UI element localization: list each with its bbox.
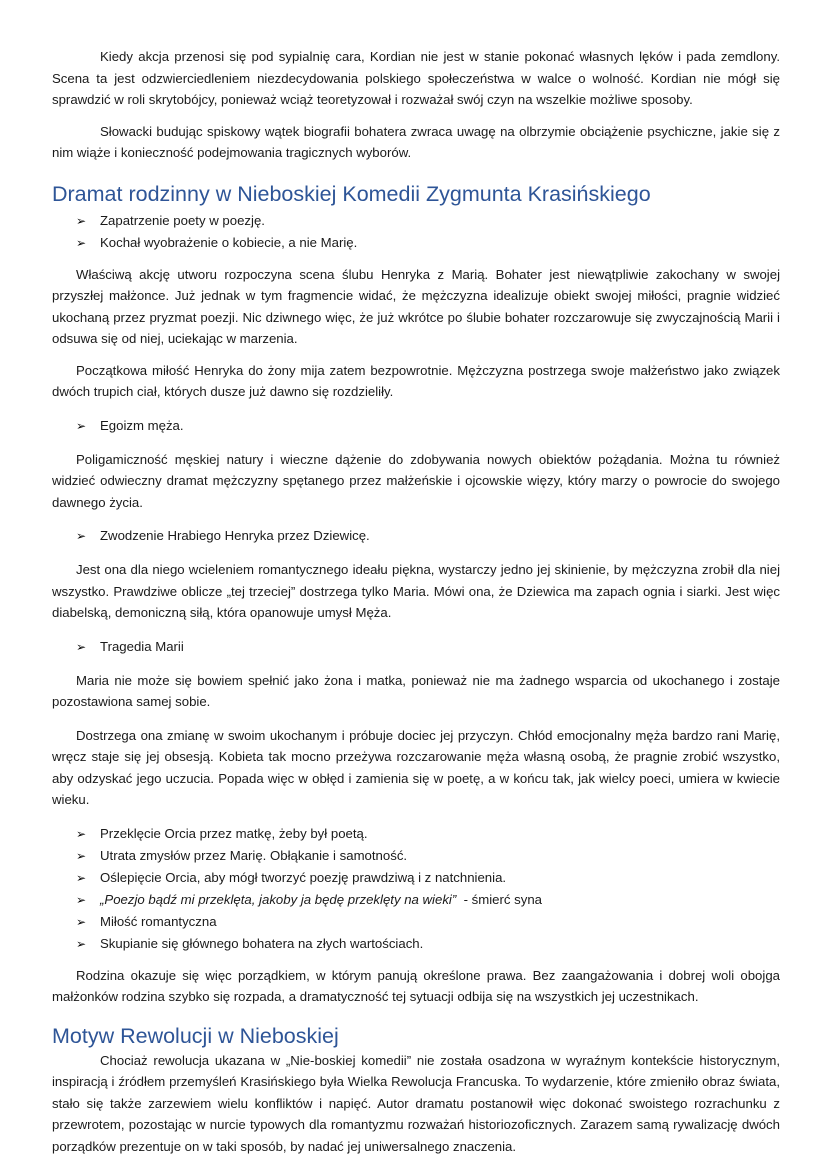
arrow-bullet-icon: ➢ xyxy=(76,639,87,654)
paragraph-7: Maria nie może się bowiem spełnić jako żona i matka, ponieważ nie ma żadnego wsparcia od ukochanego i zostaje pozostawiona samej sobie. xyxy=(52,672,780,709)
paragraph-1: Kiedy akcja przenosi się pod sypialnię cara, Kordian nie jest w stanie pokonać własnych lęków i pada zemdlony. Scena ta jest odzwierciedleniem niezdecydowania polskiego społeczeństwa w walce o wolność. Kordian nie mógł się sprawdzić w roli skrytobójcy, ponieważ wciąż teoretyzował i rozważał swój czyn na wszelkie możliwe sposoby. xyxy=(52,49,780,107)
list-item: ➢ Zwodzenie Hrabiego Henryka przez Dziewicę. xyxy=(76,525,780,547)
arrow-bullet-icon: ➢ xyxy=(76,826,87,841)
bullet-list-1 xyxy=(52,210,780,254)
paragraph-2: Słowacki budując spiskowy wątek biografii bohatera zwraca uwagę na olbrzymie obciążenie psychiczne, jakie się z nim wiąże i konieczność podejmowania tragicznych wyborów. xyxy=(52,123,780,160)
arrow-bullet-icon: ➢ xyxy=(76,529,87,543)
list-item: ➢ „Poezjo bądź mi przeklęta, jakoby ja będę przeklęty na wieki” - śmierć syna xyxy=(76,889,780,911)
bullet-list-5 xyxy=(52,823,780,955)
quote-text: „Poezjo bądź mi przeklęta, jakoby ja będę przeklęty na wieki” xyxy=(100,891,457,907)
arrow-bullet-icon: ➢ xyxy=(76,235,87,250)
paragraph-3: Właściwą akcję utworu rozpoczyna scena ślubu Henryka z Marią. Bohater jest niewątpliwie zakochany w swojej przyszłej małżonce. Już jednak w tym fragmencie widać, że mężczyzna idealizuje obiekt swojej miłości, pragnie widzieć ukochaną przez pryzmat poezji. Nic dziwnego więc, że już wkrótce po ślubie bohater rozczarowuje się zwyczajnością Marii i odsuwa się od niej, uciekając w marzenia. xyxy=(52,266,780,346)
list-item: ➢ Tragedia Marii xyxy=(76,636,780,658)
arrow-bullet-icon: ➢ xyxy=(76,848,87,863)
document-page xyxy=(52,46,780,1157)
arrow-bullet-icon: ➢ xyxy=(76,870,87,885)
paragraph-9: Rodzina okazuje się więc porządkiem, w którym panują określone prawa. Bez zaangażowania i dobrej woli obojga małżonków rodzina szybko się rozpada, a dramatyczność tej sytuacji odbija się na wszystkich jej uczestnikach. xyxy=(52,967,780,1004)
paragraph-8: Dostrzega ona zmianę w swoim ukochanym i próbuje dociec jej przyczyn. Chłód emocjonalny męża bardzo rani Marię, wręcz staje się jej obsesją. Kobieta tak mocno przeżywa rozczarowanie męża własną osobą, że pragnie zrobić wszystko, aby odzyskać jego uczucia. Popada więc w obłęd i zamienia się w poetę, a w końcu tak, jak wielcy poeci, umiera w kwiecie wieku. xyxy=(52,727,780,807)
list-item: ➢ Oślepięcie Orcia, aby mógł tworzyć poezję prawdziwą i z natchnienia. xyxy=(76,867,780,889)
paragraph-10: Chociaż rewolucja ukazana w „Nie-boskiej komedii” nie została osadzona w wyraźnym kontekście historycznym, inspiracją i źródłem przemyśleń Krasińskiego była Wielka Rewolucja Francuska. To wydarzenie, które zmieniło obraz świata, stało się także zarzewiem wielu konfliktów i napięć. Autor dramatu postanowił więc dokonać swoistego rozrachunku z przewrotem, pozostając w nurcie typowych dla romantyzmu rozważań historiozoficznych. Zarazem samą rywalizację dwóch porządków prezentuje on w taki sposób, by nadać jej uniwersalnego znaczenia. xyxy=(52,1052,780,1154)
paragraph-4: Początkowa miłość Henryka do żony mija zatem bezpowrotnie. Mężczyzna postrzega swoje małżeństwo jako związek dwóch trupich ciał, których dusze już dawno się rozdzieliły. xyxy=(52,362,780,399)
bullet-list-4 xyxy=(52,636,780,658)
list-item: ➢ Utrata zmysłów przez Marię. Obłąkanie i samotność. xyxy=(76,845,780,867)
arrow-bullet-icon: ➢ xyxy=(76,936,87,951)
list-item: ➢ Egoizm męża. xyxy=(76,415,780,437)
paragraph-5: Poligamiczność męskiej natury i wieczne dążenie do zdobywania nowych obiektów pożądania. Można tu również widzieć odwieczny dramat mężczyzny spętanego przez małżeńskie i ojcowskie więzy, który marzy o powrocie do swojego dawnego życia. xyxy=(52,451,780,510)
list-item: ➢ Skupianie się głównego bohatera na złych wartościach. xyxy=(76,933,780,955)
bullet-list-2 xyxy=(52,415,780,437)
list-item: ➢ Zapatrzenie poety w poezję. xyxy=(76,210,780,232)
list-item: ➢ Przeklęcie Orcia przez matkę, żeby był poetą. xyxy=(76,823,780,845)
arrow-bullet-icon: ➢ xyxy=(76,892,87,907)
paragraph-6: Jest ona dla niego wcieleniem romantycznego ideału piękna, wystarczy jedno jej skinienie, by mężczyzna zrobił dla niej wszystko. Prawdziwe oblicze „tej trzeciej” dostrzega tylko Maria. Mówi ona, że Dziewica ma zapach ognia i siarki. Jest więc diabelską, demoniczną siłą, która opanowuje umysł Męża. xyxy=(52,562,780,620)
list-item: ➢ Miłość romantyczna xyxy=(76,911,780,933)
arrow-bullet-icon: ➢ xyxy=(76,418,87,433)
list-item: ➢ Kochał wyobrażenie o kobiecie, a nie Marię. xyxy=(76,232,780,254)
arrow-bullet-icon: ➢ xyxy=(76,213,87,228)
heading-motyw-rewolucji: Motyw Rewolucji w Nieboskiej xyxy=(52,1023,339,1048)
arrow-bullet-icon: ➢ xyxy=(76,914,87,929)
bullet-list-3 xyxy=(52,525,780,547)
heading-dramat-rodzinny: Dramat rodzinny w Nieboskiej Komedii Zygmunta Krasińskiego xyxy=(52,181,651,206)
